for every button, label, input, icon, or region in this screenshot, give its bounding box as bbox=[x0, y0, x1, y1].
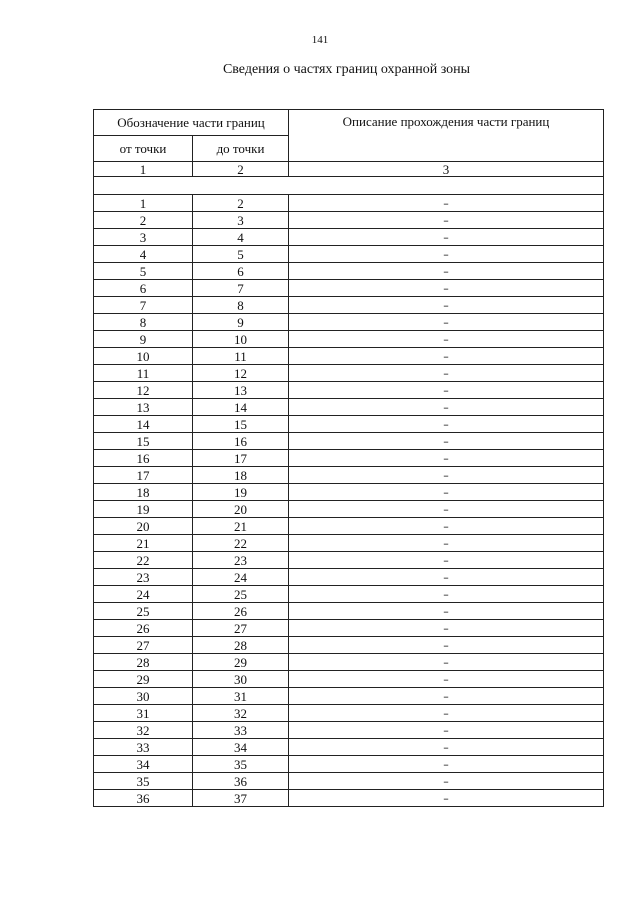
description-cell: – bbox=[289, 348, 604, 365]
description-cell: – bbox=[289, 603, 604, 620]
table-row bbox=[94, 722, 604, 739]
to-point-cell: 12 bbox=[193, 365, 289, 382]
from-point-cell: 16 bbox=[94, 450, 193, 467]
to-point-cell: 35 bbox=[193, 756, 289, 773]
from-point-cell: 10 bbox=[94, 348, 193, 365]
from-point-cell: 14 bbox=[94, 416, 193, 433]
table-row bbox=[94, 688, 604, 705]
from-point-cell: 30 bbox=[94, 688, 193, 705]
description-cell: – bbox=[289, 518, 604, 535]
table-row bbox=[94, 756, 604, 773]
table-row bbox=[94, 637, 604, 654]
to-point-cell: 36 bbox=[193, 773, 289, 790]
column-number: 2 bbox=[193, 162, 289, 177]
from-point-cell: 28 bbox=[94, 654, 193, 671]
from-point-cell: 12 bbox=[94, 382, 193, 399]
description-cell: – bbox=[289, 637, 604, 654]
description-cell: – bbox=[289, 705, 604, 722]
description-cell: – bbox=[289, 620, 604, 637]
to-point-cell: 4 bbox=[193, 229, 289, 246]
to-point-cell: 23 bbox=[193, 552, 289, 569]
to-point-cell: 37 bbox=[193, 790, 289, 807]
from-point-cell: 20 bbox=[94, 518, 193, 535]
to-point-cell: 25 bbox=[193, 586, 289, 603]
table-row bbox=[94, 314, 604, 331]
table-row bbox=[94, 484, 604, 501]
from-point-cell: 23 bbox=[94, 569, 193, 586]
header-row bbox=[94, 110, 604, 136]
to-point-cell: 24 bbox=[193, 569, 289, 586]
from-point-cell: 3 bbox=[94, 229, 193, 246]
from-point-cell: 34 bbox=[94, 756, 193, 773]
description-cell: – bbox=[289, 263, 604, 280]
description-cell: – bbox=[289, 450, 604, 467]
to-point-cell: 33 bbox=[193, 722, 289, 739]
description-cell: – bbox=[289, 586, 604, 603]
table-row bbox=[94, 229, 604, 246]
table-row bbox=[94, 399, 604, 416]
description-cell: – bbox=[289, 773, 604, 790]
from-point-cell: 27 bbox=[94, 637, 193, 654]
description-cell: – bbox=[289, 331, 604, 348]
from-point-cell: 35 bbox=[94, 773, 193, 790]
table-row bbox=[94, 603, 604, 620]
to-point-cell: 17 bbox=[193, 450, 289, 467]
page-title: Сведения о частях границ охранной зоны bbox=[222, 62, 471, 77]
separator-cell bbox=[94, 177, 604, 195]
table-row bbox=[94, 671, 604, 688]
from-point-cell: 11 bbox=[94, 365, 193, 382]
table-row bbox=[94, 246, 604, 263]
description-cell: – bbox=[289, 365, 604, 382]
description-cell: – bbox=[289, 280, 604, 297]
from-point-cell: 4 bbox=[94, 246, 193, 263]
table-row bbox=[94, 195, 604, 212]
table-row bbox=[94, 569, 604, 586]
from-point-cell: 6 bbox=[94, 280, 193, 297]
table-row bbox=[94, 620, 604, 637]
to-point-cell: 29 bbox=[193, 654, 289, 671]
to-point-cell: 22 bbox=[193, 535, 289, 552]
description-cell: – bbox=[289, 688, 604, 705]
from-point-cell: 19 bbox=[94, 501, 193, 518]
table-row bbox=[94, 535, 604, 552]
from-point-cell: 25 bbox=[94, 603, 193, 620]
from-point-cell: 24 bbox=[94, 586, 193, 603]
description-cell: – bbox=[289, 297, 604, 314]
to-point-cell: 20 bbox=[193, 501, 289, 518]
to-point-cell: 14 bbox=[193, 399, 289, 416]
table-row bbox=[94, 382, 604, 399]
description-cell: – bbox=[289, 569, 604, 586]
table-row bbox=[94, 705, 604, 722]
to-point-cell: 15 bbox=[193, 416, 289, 433]
from-point-cell: 32 bbox=[94, 722, 193, 739]
to-point-cell: 5 bbox=[193, 246, 289, 263]
table-row bbox=[94, 450, 604, 467]
description-cell: – bbox=[289, 501, 604, 518]
table-row bbox=[94, 654, 604, 671]
column-number: 1 bbox=[94, 162, 193, 177]
description-cell: – bbox=[289, 535, 604, 552]
to-point-cell: 27 bbox=[193, 620, 289, 637]
to-point-cell: 16 bbox=[193, 433, 289, 450]
description-cell: – bbox=[289, 484, 604, 501]
to-point-cell: 31 bbox=[193, 688, 289, 705]
from-point-cell: 2 bbox=[94, 212, 193, 229]
to-point-cell: 6 bbox=[193, 263, 289, 280]
table-row bbox=[94, 552, 604, 569]
description-cell: – bbox=[289, 790, 604, 807]
from-point-cell: 13 bbox=[94, 399, 193, 416]
description-cell: – bbox=[289, 722, 604, 739]
to-point-cell: 30 bbox=[193, 671, 289, 688]
description-cell: – bbox=[289, 756, 604, 773]
description-cell: – bbox=[289, 212, 604, 229]
column-number-row bbox=[94, 162, 604, 177]
from-point-cell: 36 bbox=[94, 790, 193, 807]
from-point-cell: 8 bbox=[94, 314, 193, 331]
table-row bbox=[94, 280, 604, 297]
from-point-cell: 17 bbox=[94, 467, 193, 484]
to-point-cell: 13 bbox=[193, 382, 289, 399]
from-point-cell: 31 bbox=[94, 705, 193, 722]
table-row bbox=[94, 501, 604, 518]
description-cell: – bbox=[289, 314, 604, 331]
from-point-cell: 18 bbox=[94, 484, 193, 501]
table-row bbox=[94, 467, 604, 484]
to-point-cell: 7 bbox=[193, 280, 289, 297]
table-row bbox=[94, 416, 604, 433]
from-point-cell: 22 bbox=[94, 552, 193, 569]
page-number: 141 bbox=[311, 34, 329, 46]
description-cell: – bbox=[289, 654, 604, 671]
description-cell: – bbox=[289, 382, 604, 399]
table-row bbox=[94, 739, 604, 756]
description-cell: – bbox=[289, 246, 604, 263]
to-point-cell: 34 bbox=[193, 739, 289, 756]
description-cell: – bbox=[289, 739, 604, 756]
description-cell: – bbox=[289, 433, 604, 450]
table-row bbox=[94, 790, 604, 807]
table-row bbox=[94, 331, 604, 348]
from-point-cell: 33 bbox=[94, 739, 193, 756]
table-row bbox=[94, 263, 604, 280]
header-from-point: от точки bbox=[94, 136, 193, 162]
table-row bbox=[94, 212, 604, 229]
from-point-cell: 9 bbox=[94, 331, 193, 348]
separator-row bbox=[94, 177, 604, 195]
description-cell: – bbox=[289, 467, 604, 484]
to-point-cell: 2 bbox=[193, 195, 289, 212]
header-to-point: до точки bbox=[193, 136, 289, 162]
header-boundary-part: Обозначение части границ bbox=[94, 110, 289, 136]
to-point-cell: 10 bbox=[193, 331, 289, 348]
to-point-cell: 18 bbox=[193, 467, 289, 484]
column-number: 3 bbox=[289, 162, 604, 177]
to-point-cell: 21 bbox=[193, 518, 289, 535]
to-point-cell: 28 bbox=[193, 637, 289, 654]
table-row bbox=[94, 297, 604, 314]
from-point-cell: 21 bbox=[94, 535, 193, 552]
table-row bbox=[94, 433, 604, 450]
boundary-parts-table bbox=[93, 109, 604, 807]
description-cell: – bbox=[289, 399, 604, 416]
header-description: Описание прохождения части границ bbox=[289, 110, 604, 162]
from-point-cell: 29 bbox=[94, 671, 193, 688]
to-point-cell: 8 bbox=[193, 297, 289, 314]
description-cell: – bbox=[289, 552, 604, 569]
to-point-cell: 19 bbox=[193, 484, 289, 501]
table-row bbox=[94, 365, 604, 382]
from-point-cell: 5 bbox=[94, 263, 193, 280]
table-row bbox=[94, 586, 604, 603]
description-cell: – bbox=[289, 229, 604, 246]
from-point-cell: 26 bbox=[94, 620, 193, 637]
from-point-cell: 7 bbox=[94, 297, 193, 314]
to-point-cell: 26 bbox=[193, 603, 289, 620]
table-row bbox=[94, 773, 604, 790]
description-cell: – bbox=[289, 671, 604, 688]
table-row bbox=[94, 348, 604, 365]
description-cell: – bbox=[289, 416, 604, 433]
to-point-cell: 3 bbox=[193, 212, 289, 229]
description-cell: – bbox=[289, 195, 604, 212]
from-point-cell: 1 bbox=[94, 195, 193, 212]
to-point-cell: 32 bbox=[193, 705, 289, 722]
to-point-cell: 9 bbox=[193, 314, 289, 331]
table-row bbox=[94, 518, 604, 535]
to-point-cell: 11 bbox=[193, 348, 289, 365]
from-point-cell: 15 bbox=[94, 433, 193, 450]
